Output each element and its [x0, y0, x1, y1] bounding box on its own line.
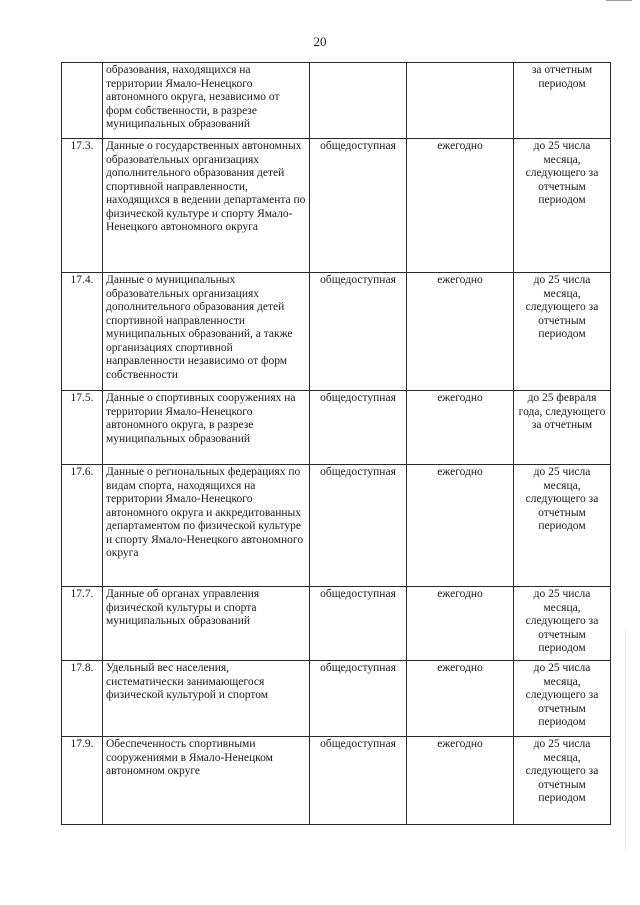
row-deadline: за отчетным периодом — [514, 63, 611, 139]
table-row — [62, 63, 611, 139]
page-number: 20 — [313, 34, 327, 49]
table-row — [62, 139, 611, 273]
row-name: Обеспеченность спортивными сооружениями в Ямало-Ненецком автономном округе — [103, 737, 310, 825]
row-period: ежегодно — [407, 391, 514, 465]
row-name: Данные о государственных автономных образовательных организациях дополнительного образования детей спортивной направленности, находящихся в ведении департамента по физической культуре и спорту Ямало-Ненецкого автономного округа — [103, 139, 310, 273]
row-name: Данные о муниципальных образовательных организациях дополнительного образования детей спортивной направленности муниципальных образований, а также организациях спортивной направленности независимо от форм собственности — [103, 273, 310, 391]
scan-artifact — [606, 0, 632, 1]
row-deadline: до 25 февраля года, следующего за отчетным — [514, 391, 611, 465]
row-name: Данные о спортивных сооружениях на территории Ямало-Ненецкого автономного округа, в разрезе муниципальных образований — [103, 391, 310, 465]
row-period: ежегодно — [407, 139, 514, 273]
row-name: Данные о региональных федерациях по видам спорта, находящихся на территории Ямало-Ненецкого автономного округа и аккредитованных департаментом по физической культуре и спорту Ямало-Ненецкого автономного округа — [103, 465, 310, 587]
row-period — [407, 63, 514, 139]
row-access: общедоступная — [310, 391, 407, 465]
row-deadline: до 25 числа месяца, следующего за отчетным периодом — [514, 737, 611, 825]
row-access — [310, 63, 407, 139]
row-access: общедоступная — [310, 139, 407, 273]
row-number: 17.3. — [62, 139, 103, 273]
row-period: ежегодно — [407, 465, 514, 587]
row-deadline: до 25 числа месяца, следующего за отчетным периодом — [514, 139, 611, 273]
row-number: 17.7. — [62, 587, 103, 661]
row-number: 17.6. — [62, 465, 103, 587]
row-period: ежегодно — [407, 661, 514, 737]
row-access: общедоступная — [310, 587, 407, 661]
row-name: Данные об органах управления физической культуры и спорта муниципальных образований — [103, 587, 310, 661]
row-deadline: до 25 числа месяца, следующего за отчетным периодом — [514, 587, 611, 661]
row-number: 17.9. — [62, 737, 103, 825]
table-row — [62, 737, 611, 825]
row-number: 17.5. — [62, 391, 103, 465]
row-deadline: до 25 числа месяца, следующего за отчетным периодом — [514, 465, 611, 587]
row-access: общедоступная — [310, 465, 407, 587]
table-row — [62, 587, 611, 661]
row-number — [62, 63, 103, 139]
row-number: 17.4. — [62, 273, 103, 391]
row-period: ежегодно — [407, 737, 514, 825]
row-period: ежегодно — [407, 587, 514, 661]
table-row — [62, 465, 611, 587]
scan-edge-line — [625, 630, 626, 850]
row-name: Удельный вес населения, систематически занимающегося физической культурой и спортом — [103, 661, 310, 737]
row-deadline: до 25 числа месяца, следующего за отчетным периодом — [514, 273, 611, 391]
row-access: общедоступная — [310, 661, 407, 737]
row-access: общедоступная — [310, 273, 407, 391]
row-period: ежегодно — [407, 273, 514, 391]
row-name: образования, находящихся на территории Ямало-Ненецкого автономного округа, независимо от форм собственности, в разрезе муниципальных образований — [103, 63, 310, 139]
row-access: общедоступная — [310, 737, 407, 825]
row-number: 17.8. — [62, 661, 103, 737]
table-row — [62, 273, 611, 391]
table-row — [62, 661, 611, 737]
data-table — [61, 62, 611, 825]
row-deadline: до 25 числа месяца, следующего за отчетным периодом — [514, 661, 611, 737]
table-row — [62, 391, 611, 465]
